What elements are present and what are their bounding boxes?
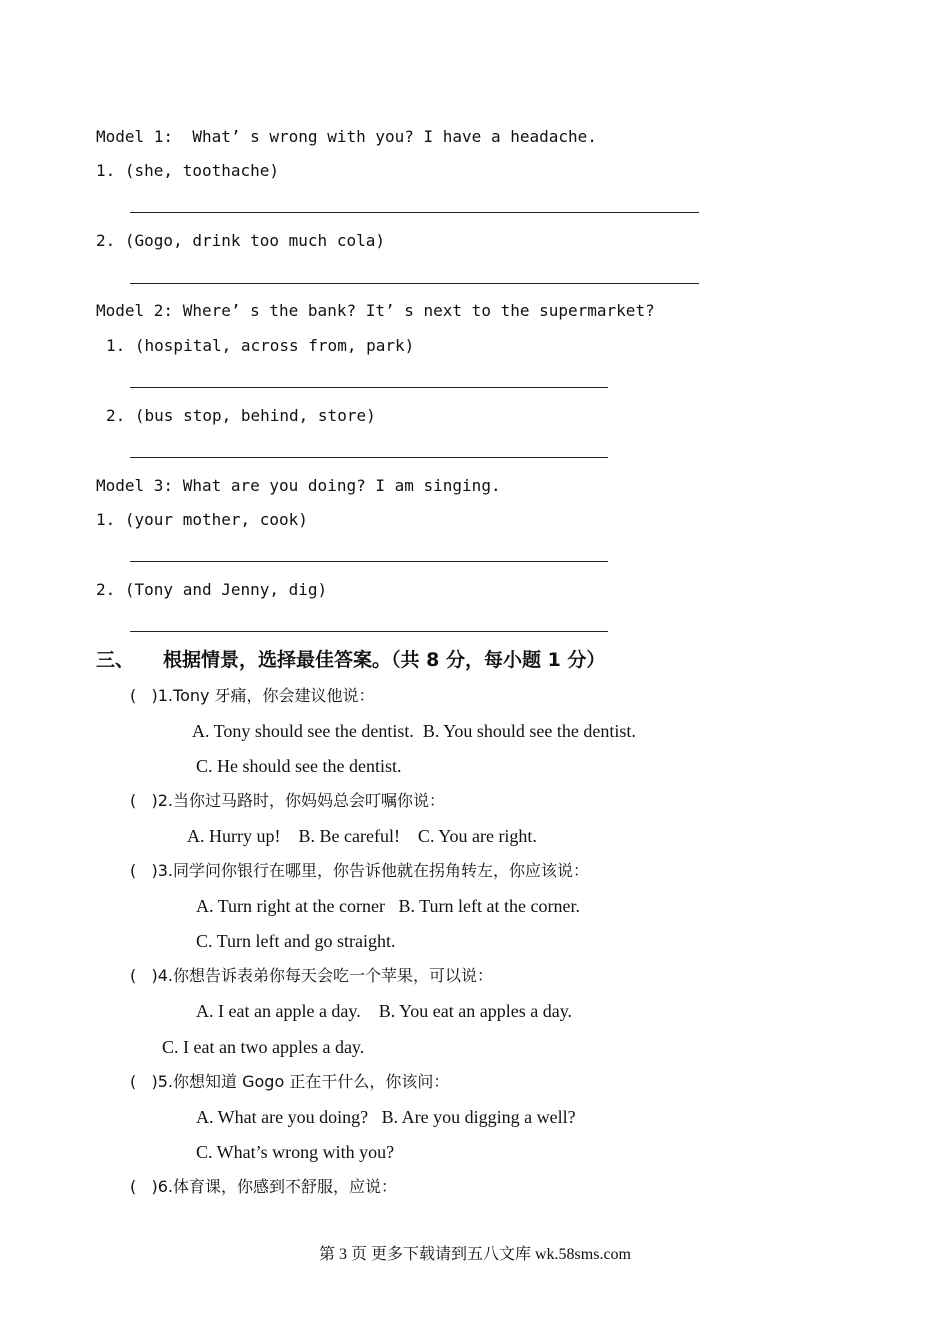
- question-1-options-line-2: C. He should see the dentist.: [196, 756, 402, 776]
- question-3-options-line-1: A. Turn right at the corner B. Turn left at the corner.: [196, 896, 580, 916]
- page-footer: 第 3 页 更多下载请到五八文库 wk.58sms.com: [318, 1246, 631, 1263]
- answer-line[interactable]: [130, 457, 608, 458]
- question-3-prompt: ( )3.同学问你银行在哪里，你告诉他就在拐角转左，你应该说：: [130, 861, 590, 880]
- answer-line[interactable]: [130, 561, 608, 562]
- question-5-options-line-2: C. What’s wrong with you?: [196, 1142, 395, 1162]
- question-4-options-line-2: C. I eat an two apples a day.: [162, 1037, 365, 1057]
- question-5-options-line-1: A. What are you doing? B. Are you digging a well?: [196, 1107, 576, 1127]
- model1-item-2: 2. (Gogo, drink too much cola): [96, 231, 385, 250]
- question-1-options-line-1: A. Tony should see the dentist. B. You should see the dentist.: [192, 721, 636, 741]
- question-4-options-line-1: A. I eat an apple a day. B. You eat an apples a day.: [196, 1001, 573, 1021]
- answer-line[interactable]: [130, 212, 699, 213]
- model2-item-2: 2. (bus stop, behind, store): [106, 406, 376, 425]
- answer-line[interactable]: [130, 283, 699, 284]
- model3-title: Model 3: What are you doing? I am singing.: [96, 476, 501, 495]
- answer-line[interactable]: [130, 387, 608, 388]
- question-2-options: A. Hurry up! B. Be careful! C. You are right.: [187, 826, 537, 846]
- section-heading: 根据情景，选择最佳答案。（共 8 分，每小题 1 分）: [163, 649, 606, 671]
- model3-item-1: 1. (your mother, cook): [96, 510, 308, 529]
- section-number: 三、: [96, 649, 135, 671]
- question-6-prompt: ( )6.体育课，你感到不舒服，应说：: [130, 1177, 398, 1196]
- model3-item-2: 2. (Tony and Jenny, dig): [96, 580, 328, 599]
- model2-title: Model 2: Where’ s the bank? It’ s next to the supermarket?: [96, 301, 655, 320]
- question-4-prompt: ( )4.你想告诉表弟你每天会吃一个苹果，可以说：: [130, 966, 494, 985]
- model2-item-1: 1. (hospital, across from, park): [106, 336, 415, 355]
- model1-title: Model 1: What’ s wrong with you? I have a headache.: [96, 127, 597, 146]
- question-2-prompt: ( )2.当你过马路时，你妈妈总会叮嘱你说：: [130, 791, 446, 810]
- question-1-prompt: ( )1.Tony 牙痛，你会建议他说：: [130, 686, 375, 705]
- model1-item-1: 1. (she, toothache): [96, 161, 280, 180]
- answer-line[interactable]: [130, 631, 608, 632]
- question-3-options-line-2: C. Turn left and go straight.: [196, 931, 396, 951]
- question-5-prompt: ( )5.你想知道 Gogo 正在干什么，你该问：: [130, 1072, 450, 1091]
